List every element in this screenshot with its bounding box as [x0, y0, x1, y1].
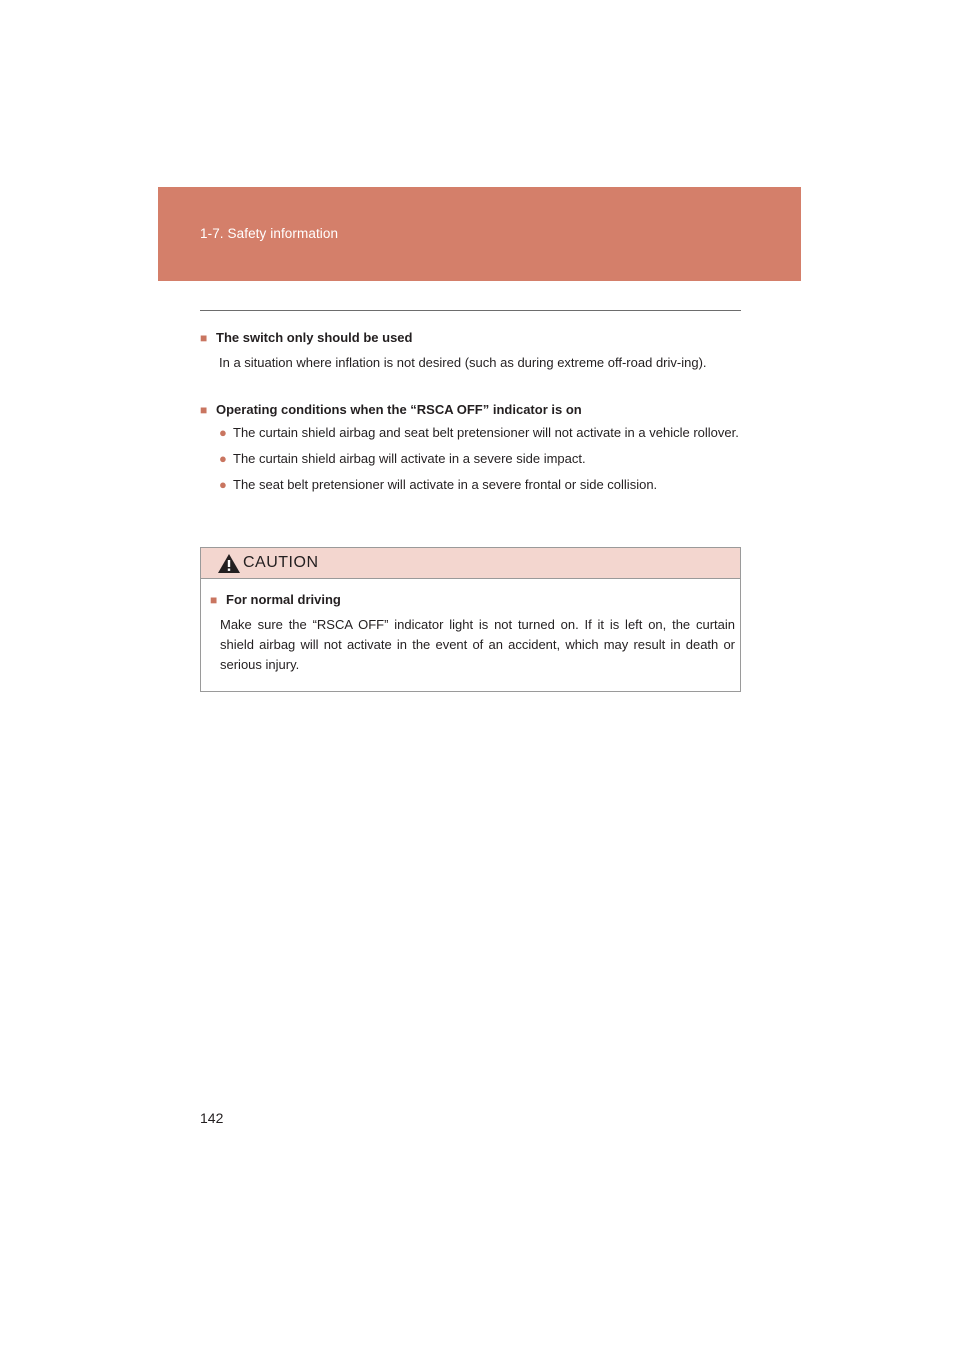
- section-body: In a situation where inflation is not desired (such as during extreme off-road driv-ing).: [219, 355, 707, 370]
- square-bullet-icon: ■: [200, 403, 208, 417]
- list-item: ● The seat belt pretensioner will activate in a severe frontal or side collision.: [219, 475, 741, 495]
- caution-label: CAUTION: [243, 554, 319, 571]
- section-rsca-off-conditions: [200, 401, 741, 501]
- round-bullet-icon: ●: [219, 451, 227, 466]
- square-bullet-icon: ■: [210, 593, 218, 607]
- caution-header: [201, 548, 740, 579]
- caution-box: [200, 547, 741, 692]
- square-bullet-icon: ■: [200, 331, 208, 345]
- section-switch-usage: [200, 329, 741, 373]
- caution-text: Make sure the “RSCA OFF” indicator light is not turned on. If it is left on, the curtain shield airbag will not activate in the event of an accident, which may result in death or serious injury.: [220, 617, 735, 672]
- condition-list: [219, 423, 741, 495]
- caution-body: [210, 591, 735, 675]
- round-bullet-icon: ●: [219, 477, 227, 492]
- caution-heading: For normal driving: [226, 592, 341, 607]
- section-heading: Operating conditions when the “RSCA OFF” indicator is on: [216, 402, 582, 417]
- list-item: ● The curtain shield airbag will activate in a severe side impact.: [219, 449, 741, 469]
- list-item: ● The curtain shield airbag and seat belt pretensioner will not activate in a vehicle rollover.: [219, 423, 741, 443]
- page-number: 142: [200, 1110, 224, 1126]
- round-bullet-icon: ●: [219, 425, 227, 440]
- divider-rule: [200, 310, 741, 311]
- warning-triangle-icon: [217, 553, 241, 574]
- section-title: 1-7. Safety information: [200, 226, 339, 241]
- section-heading: The switch only should be used: [216, 330, 413, 345]
